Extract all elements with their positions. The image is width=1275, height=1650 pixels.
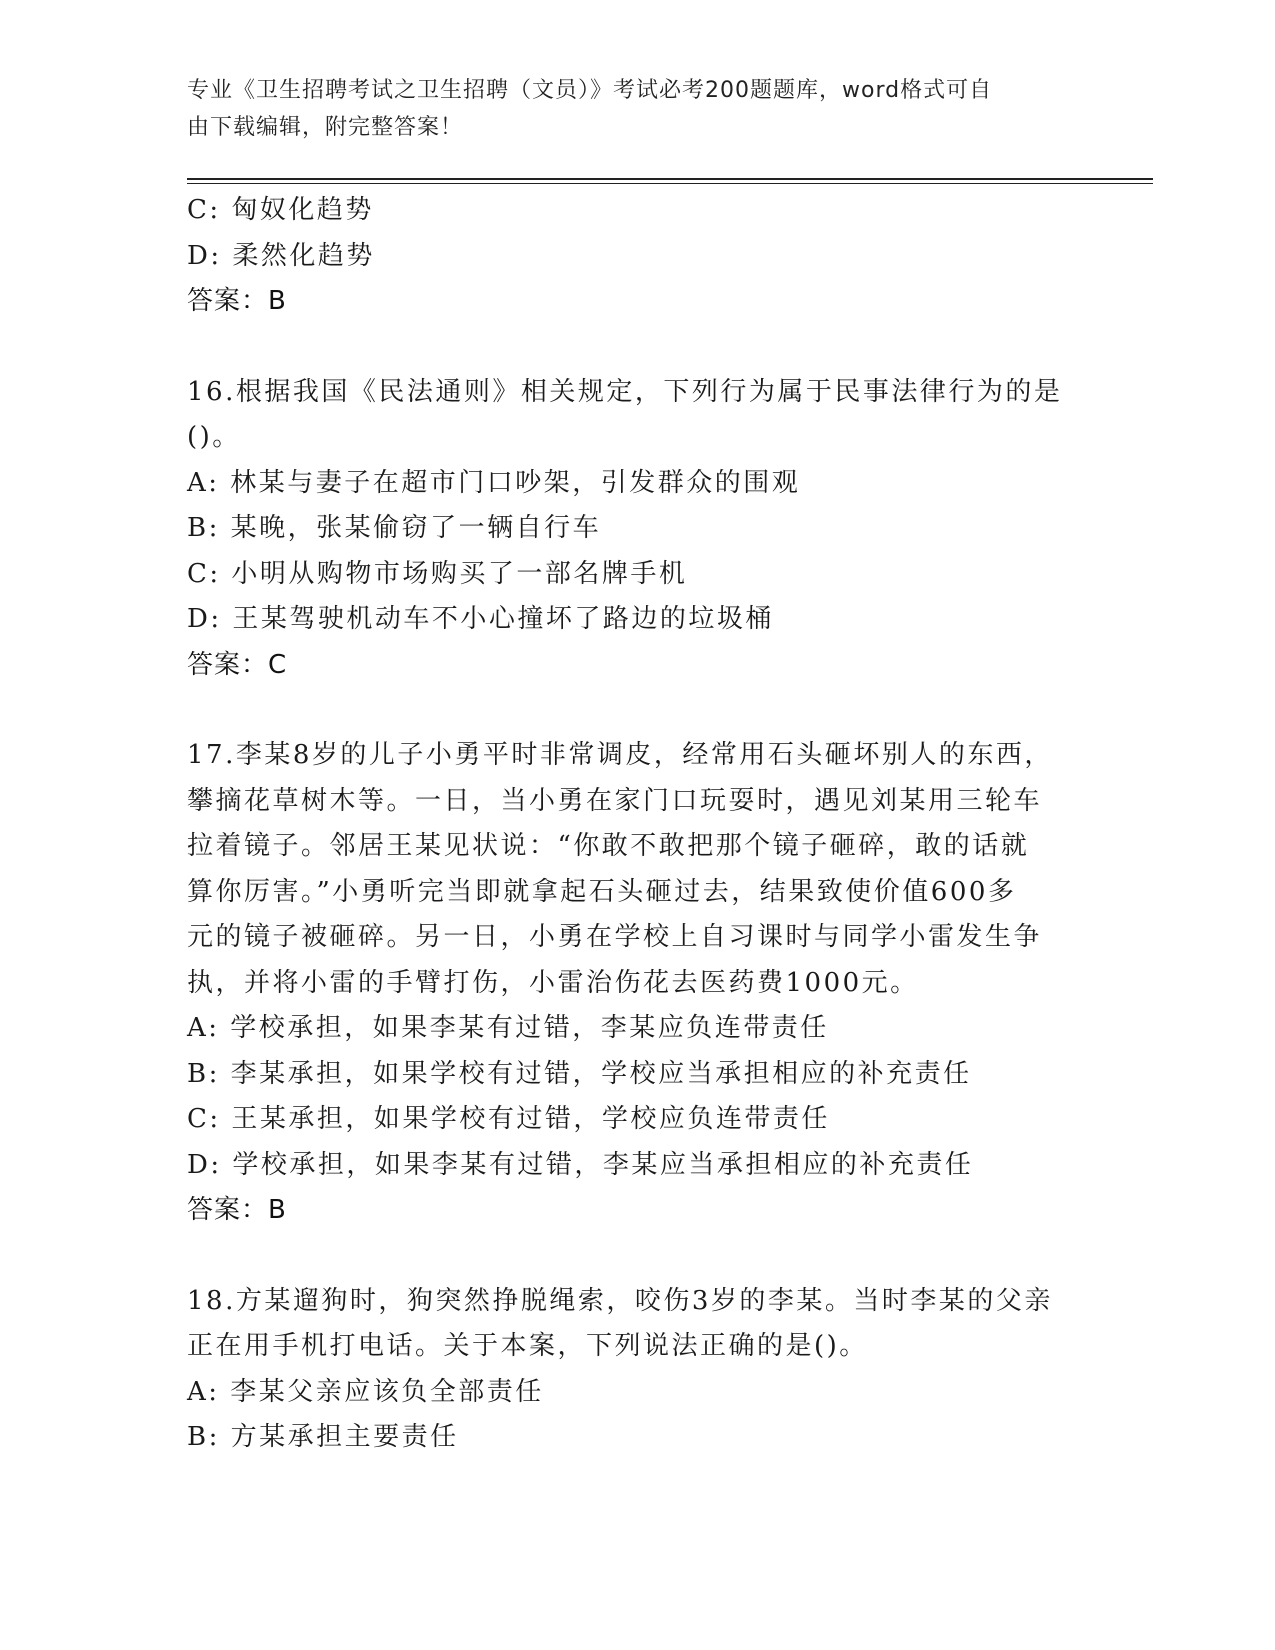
header-divider [187, 178, 1153, 184]
question-stem: 17.李某8岁的儿子小勇平时非常调皮，经常用石头砸坏别人的东西， [187, 740, 1053, 770]
option-d: D: 学校承担，如果李某有过错，李某应当承担相应的补充责任 [187, 1149, 974, 1180]
question-spacer [187, 325, 1067, 370]
header-title-line-1: 专业《卫生招聘考试之卫生招聘（文员）》考试必考200题题库，word格式可自 [187, 78, 993, 103]
answer-line: 答案：B [187, 1195, 287, 1225]
question-17 [187, 733, 1067, 1234]
answer-line: 答案：B [187, 286, 287, 316]
option-c: C: 小明从购物市场购买了一部名牌手机 [187, 558, 688, 589]
question-18 [187, 1279, 1067, 1461]
question-stem: 攀摘花草树木等。一日，当小勇在家门口玩耍时，遇见刘某用三轮车 [187, 785, 1043, 816]
option-a: A: 学校承担，如果李某有过错，李某应负连带责任 [187, 1013, 829, 1043]
option-c: C: 王某承担，如果学校有过错，学校应负连带责任 [187, 1104, 830, 1134]
question-stem: 元的镜子被砸碎。另一日，小勇在学校上自习课时与同学小雷发生争 [187, 922, 1043, 952]
option-d: D: 柔然化趋势 [187, 240, 375, 271]
option-b: B: 某晚，张某偷窃了一辆自行车 [187, 513, 602, 543]
option-d: D: 王某驾驶机动车不小心撞坏了路边的垃圾桶 [187, 604, 774, 634]
question-stem: 18.方某遛狗时，狗突然挣脱绳索，咬伤3岁的李某。当时李某的父亲 [187, 1285, 1053, 1316]
question-stem: ()。 [187, 422, 241, 452]
option-b: B: 方某承担主要责任 [187, 1422, 459, 1452]
question-stem: 执，并将小雷的手臂打伤，小雷治伤花去医药费1000元。 [187, 967, 919, 998]
question-stem: 16.根据我国《民法通则》相关规定，下列行为属于民事法律行为的是 [187, 376, 1063, 407]
question-list [187, 188, 1067, 1461]
answer-line: 答案：C [187, 649, 288, 680]
option-b: B: 李某承担，如果学校有过错，学校应当承担相应的补充责任 [187, 1058, 972, 1089]
question-stem: 算你厉害。”小勇听完当即就拿起石头砸过去，结果致使价值600多 [187, 876, 1017, 907]
header-title-line-2: 由下载编辑，附完整答案！ [187, 115, 464, 140]
question-stem: 正在用手机打电话。关于本案，下列说法正确的是()。 [187, 1331, 868, 1361]
question-spacer [187, 1234, 1067, 1279]
question-stem: 拉着镜子。邻居王某见状说：“你敢不敢把那个镜子砸碎，敢的话就 [187, 831, 1030, 861]
option-a: A: 林某与妻子在超市门口吵架，引发群众的围观 [187, 467, 801, 498]
question-spacer [187, 688, 1067, 733]
option-c: C: 匈奴化趋势 [187, 195, 374, 225]
question-16 [187, 370, 1067, 689]
option-a: A: 李某父亲应该负全部责任 [187, 1376, 544, 1407]
question-15 [187, 188, 1067, 325]
page-header [187, 72, 1067, 146]
